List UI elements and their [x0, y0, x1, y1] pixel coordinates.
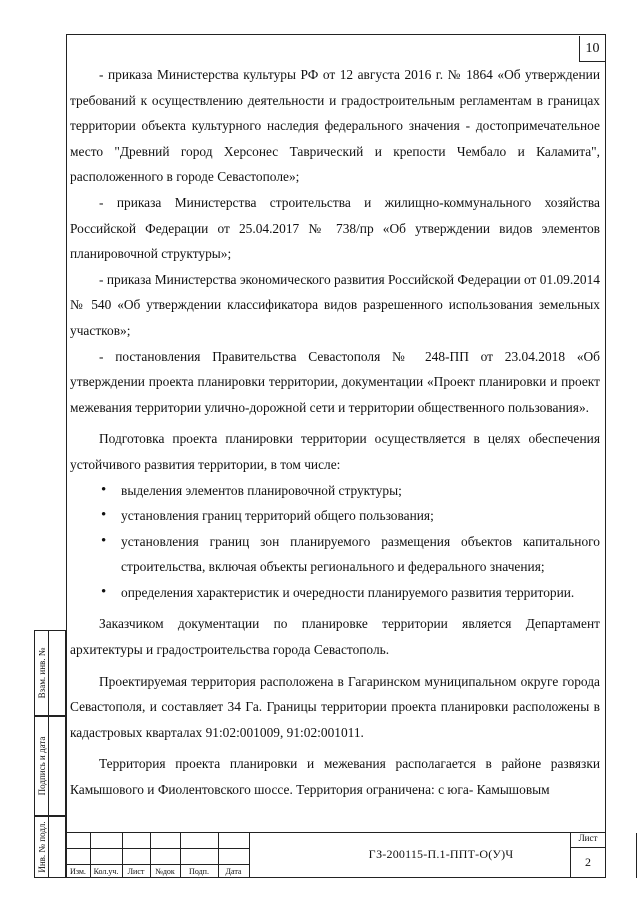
- title-block-header: Кол.уч.: [93, 867, 119, 876]
- title-block-header: Подп.: [189, 867, 209, 876]
- list-item-text: выделения элементов планировочной структуры;: [121, 482, 402, 498]
- sheet-number: 2: [585, 855, 591, 869]
- title-block-header: Изм.: [70, 867, 86, 876]
- paragraph-purpose: Подготовка проекта планировки территории осуществляется в целях обеспечения устойчивого развития территории, в том числе:: [70, 431, 600, 472]
- side-stamp-vzam: [34, 630, 66, 716]
- page-number: 10: [579, 36, 605, 62]
- bullet-icon: •: [101, 507, 107, 524]
- list-item-text: установления границ зон планируемого размещения объектов капитального строительства, включая объекты регионального и федерального значения;: [121, 533, 600, 575]
- title-block: [66, 832, 606, 878]
- list-item-text: определения характеристик и очередности планируемого развития территории.: [121, 584, 575, 600]
- paragraph-boundaries: Территория проекта планировки и межевания располагается в районе развязки Камышового и Фиолентовского шоссе. Территория ограничена: с юга- Камышовым: [70, 756, 600, 798]
- side-stamp-inv: [34, 816, 66, 878]
- list-item: [70, 580, 600, 606]
- document-code: ГЗ-200115-П.1-ППТ-О(У)Ч: [368, 847, 514, 861]
- paragraph-location: Проектируемая территория расположена в Гагаринском муниципальном округе города Севастополя, и составляет 34 Га. Границы территории проекта планировки расположены в кадастровых кварталах 91:02:001009, 91:02:001011.: [70, 673, 600, 740]
- title-block-header: Дата: [225, 867, 242, 876]
- paragraph-order-economy: - приказа Министерства экономического развития Российской Федерации от 01.09.2014 № 540 «Об утверждении классификатора видов разрешенного использования земельных участков»;: [70, 271, 600, 338]
- list-item-text: установления границ территорий общего пользования;: [121, 508, 434, 524]
- list-item: [70, 478, 600, 504]
- list-item: [70, 529, 600, 580]
- paragraph-resolution: - постановления Правительства Севастополя № 248-ПП от 23.04.2018 «Об утверждении проекта планировки территории, документации «Проект планировки и проект межевания территории улично-дорожной сети и территории общественного пользования».: [70, 348, 600, 415]
- paragraph-customer: Заказчиком документации по планировке территории является Департамент архитектуры и градостроительства города Севастополь.: [70, 616, 600, 658]
- side-label-vzam: Взам. инв. №: [36, 647, 47, 699]
- list-item: [70, 503, 600, 529]
- document-body: [70, 62, 600, 803]
- side-label-inv: Инв. № подл.: [36, 821, 47, 873]
- title-block-header: Лист: [127, 867, 145, 876]
- sheet-label: Лист: [570, 833, 606, 848]
- bullet-icon: •: [101, 481, 107, 498]
- paragraph-order-construction: - приказа Министерства строительства и жилищно-коммунального хозяйства Российской Федерации от 25.04.2017 № 738/пр «Об утверждении видов элементов планировочной структуры»;: [70, 194, 600, 262]
- side-label-podpis: Подпись и дата: [36, 736, 47, 796]
- bullet-icon: •: [101, 532, 107, 549]
- bullet-icon: •: [101, 583, 107, 600]
- title-block-header: №док: [155, 867, 175, 876]
- side-stamp-podpis: [34, 716, 66, 816]
- paragraph-order-culture: - приказа Министерства культуры РФ от 12 августа 2016 г. № 1864 «Об утверждении требований к осуществлению деятельности и градостроительным регламентам в границах территории объекта культурного наследия федерального значения - достопримечательное место "Древний город Херсонес Таврический и крепости Чембало и Каламита", расположенного в городе Севастополе»;: [70, 67, 600, 185]
